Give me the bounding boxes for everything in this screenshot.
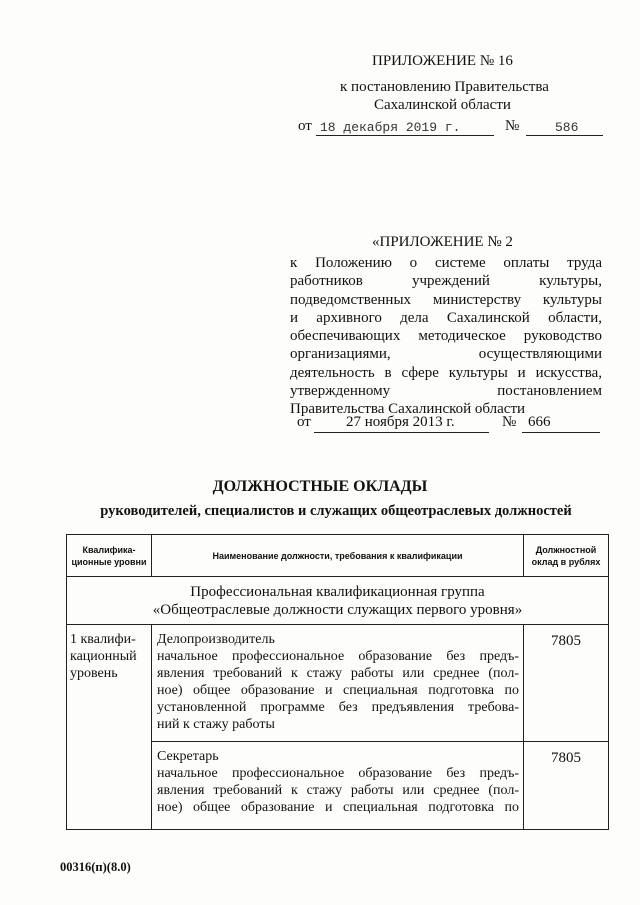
header-position-requirements: Наименование должности, требования к квалификации <box>152 535 524 577</box>
position-cell <box>152 742 524 830</box>
annex2-line: обеспечивающих методическое руководство <box>290 328 602 345</box>
footer-code: 00316(п)(8.0) <box>60 860 131 874</box>
annex2-from-label: от <box>297 414 311 430</box>
annex16-line1: к постановлению Правительства <box>340 79 549 95</box>
header-salary: Должностной оклад в рублях <box>524 535 609 577</box>
annex2-num-label: № <box>502 414 517 430</box>
position-cell <box>152 625 524 742</box>
annex16-from-label: от <box>298 118 312 134</box>
annex16-number: 586 <box>555 120 579 135</box>
level-line: кационный <box>70 649 137 664</box>
salary-cell: 7805 <box>524 742 609 830</box>
position-name: Делопроизводитель <box>157 632 275 647</box>
annex2-last-line: Правительства Сахалинской области <box>290 401 526 418</box>
annex16-num-label: № <box>505 118 520 134</box>
group-line2: «Общеотраслевые должности служащих первого уровня» <box>152 601 523 618</box>
requirement-line: явления требований к стажу работы или среднее (пол- <box>157 666 519 681</box>
salary-cell: 7805 <box>524 625 609 742</box>
requirement-line: начальное профессиональное образование без предъ- <box>157 649 519 664</box>
annex2-line: деятельность в сфере культуры и искусства, <box>290 364 602 381</box>
doc-subtitle: руководителей, специалистов и служащих общеотраслевых должностей <box>100 503 572 519</box>
annex2-date: 27 ноября 2013 г. <box>346 414 455 430</box>
table-group-row <box>67 577 609 625</box>
level-cell <box>67 625 152 830</box>
header-qualification-levels: Квалифика-ционные уровни <box>67 535 152 577</box>
requirement-line: явления требований к стажу работы или среднее (пол- <box>157 783 519 798</box>
doc-title: ДОЛЖНОСТНЫЕ ОКЛАДЫ <box>212 478 428 495</box>
requirement-line: ний к стажу работы <box>157 717 275 732</box>
group-line1: Профессиональная квалификационная группа <box>190 583 485 600</box>
group-cell <box>67 577 609 625</box>
table-header-row <box>67 535 609 577</box>
annex2-number: 666 <box>528 414 551 430</box>
annex2-line: и архивного дела Сахалинской области, <box>290 309 602 326</box>
requirement-line: ное) общее образование и специальная подготовка по <box>157 683 519 698</box>
annex2-text <box>290 254 602 419</box>
level-line: 1 квалифи- <box>70 632 136 647</box>
annex16-title: ПРИЛОЖЕНИЕ № 16 <box>372 53 513 69</box>
table-row <box>67 625 609 742</box>
requirement-line: начальное профессиональное образование без предъ- <box>157 766 519 781</box>
position-name: Секретарь <box>157 749 219 764</box>
annex2-title: «ПРИЛОЖЕНИЕ № 2 <box>372 234 513 250</box>
annex16-line2: Сахалинской области <box>374 97 511 113</box>
annex2-line: организациями, осуществляющими <box>290 346 602 363</box>
salary-table <box>66 534 609 830</box>
annex2-line: работников учреждений культуры, <box>290 273 602 290</box>
annex2-line: к Положению о системе оплаты труда <box>290 255 602 271</box>
annex2-line: подведомственных министерству культуры <box>290 291 602 308</box>
annex2-line: утвержденному постановлением <box>290 383 602 400</box>
annex16-date: 18 декабря 2019 г. <box>320 120 461 135</box>
level-line: уровень <box>70 666 118 681</box>
requirement-line: установленной программе без предъявления требова- <box>157 700 519 715</box>
requirement-line: ное) общее образование и специальная подготовка по <box>157 800 519 815</box>
